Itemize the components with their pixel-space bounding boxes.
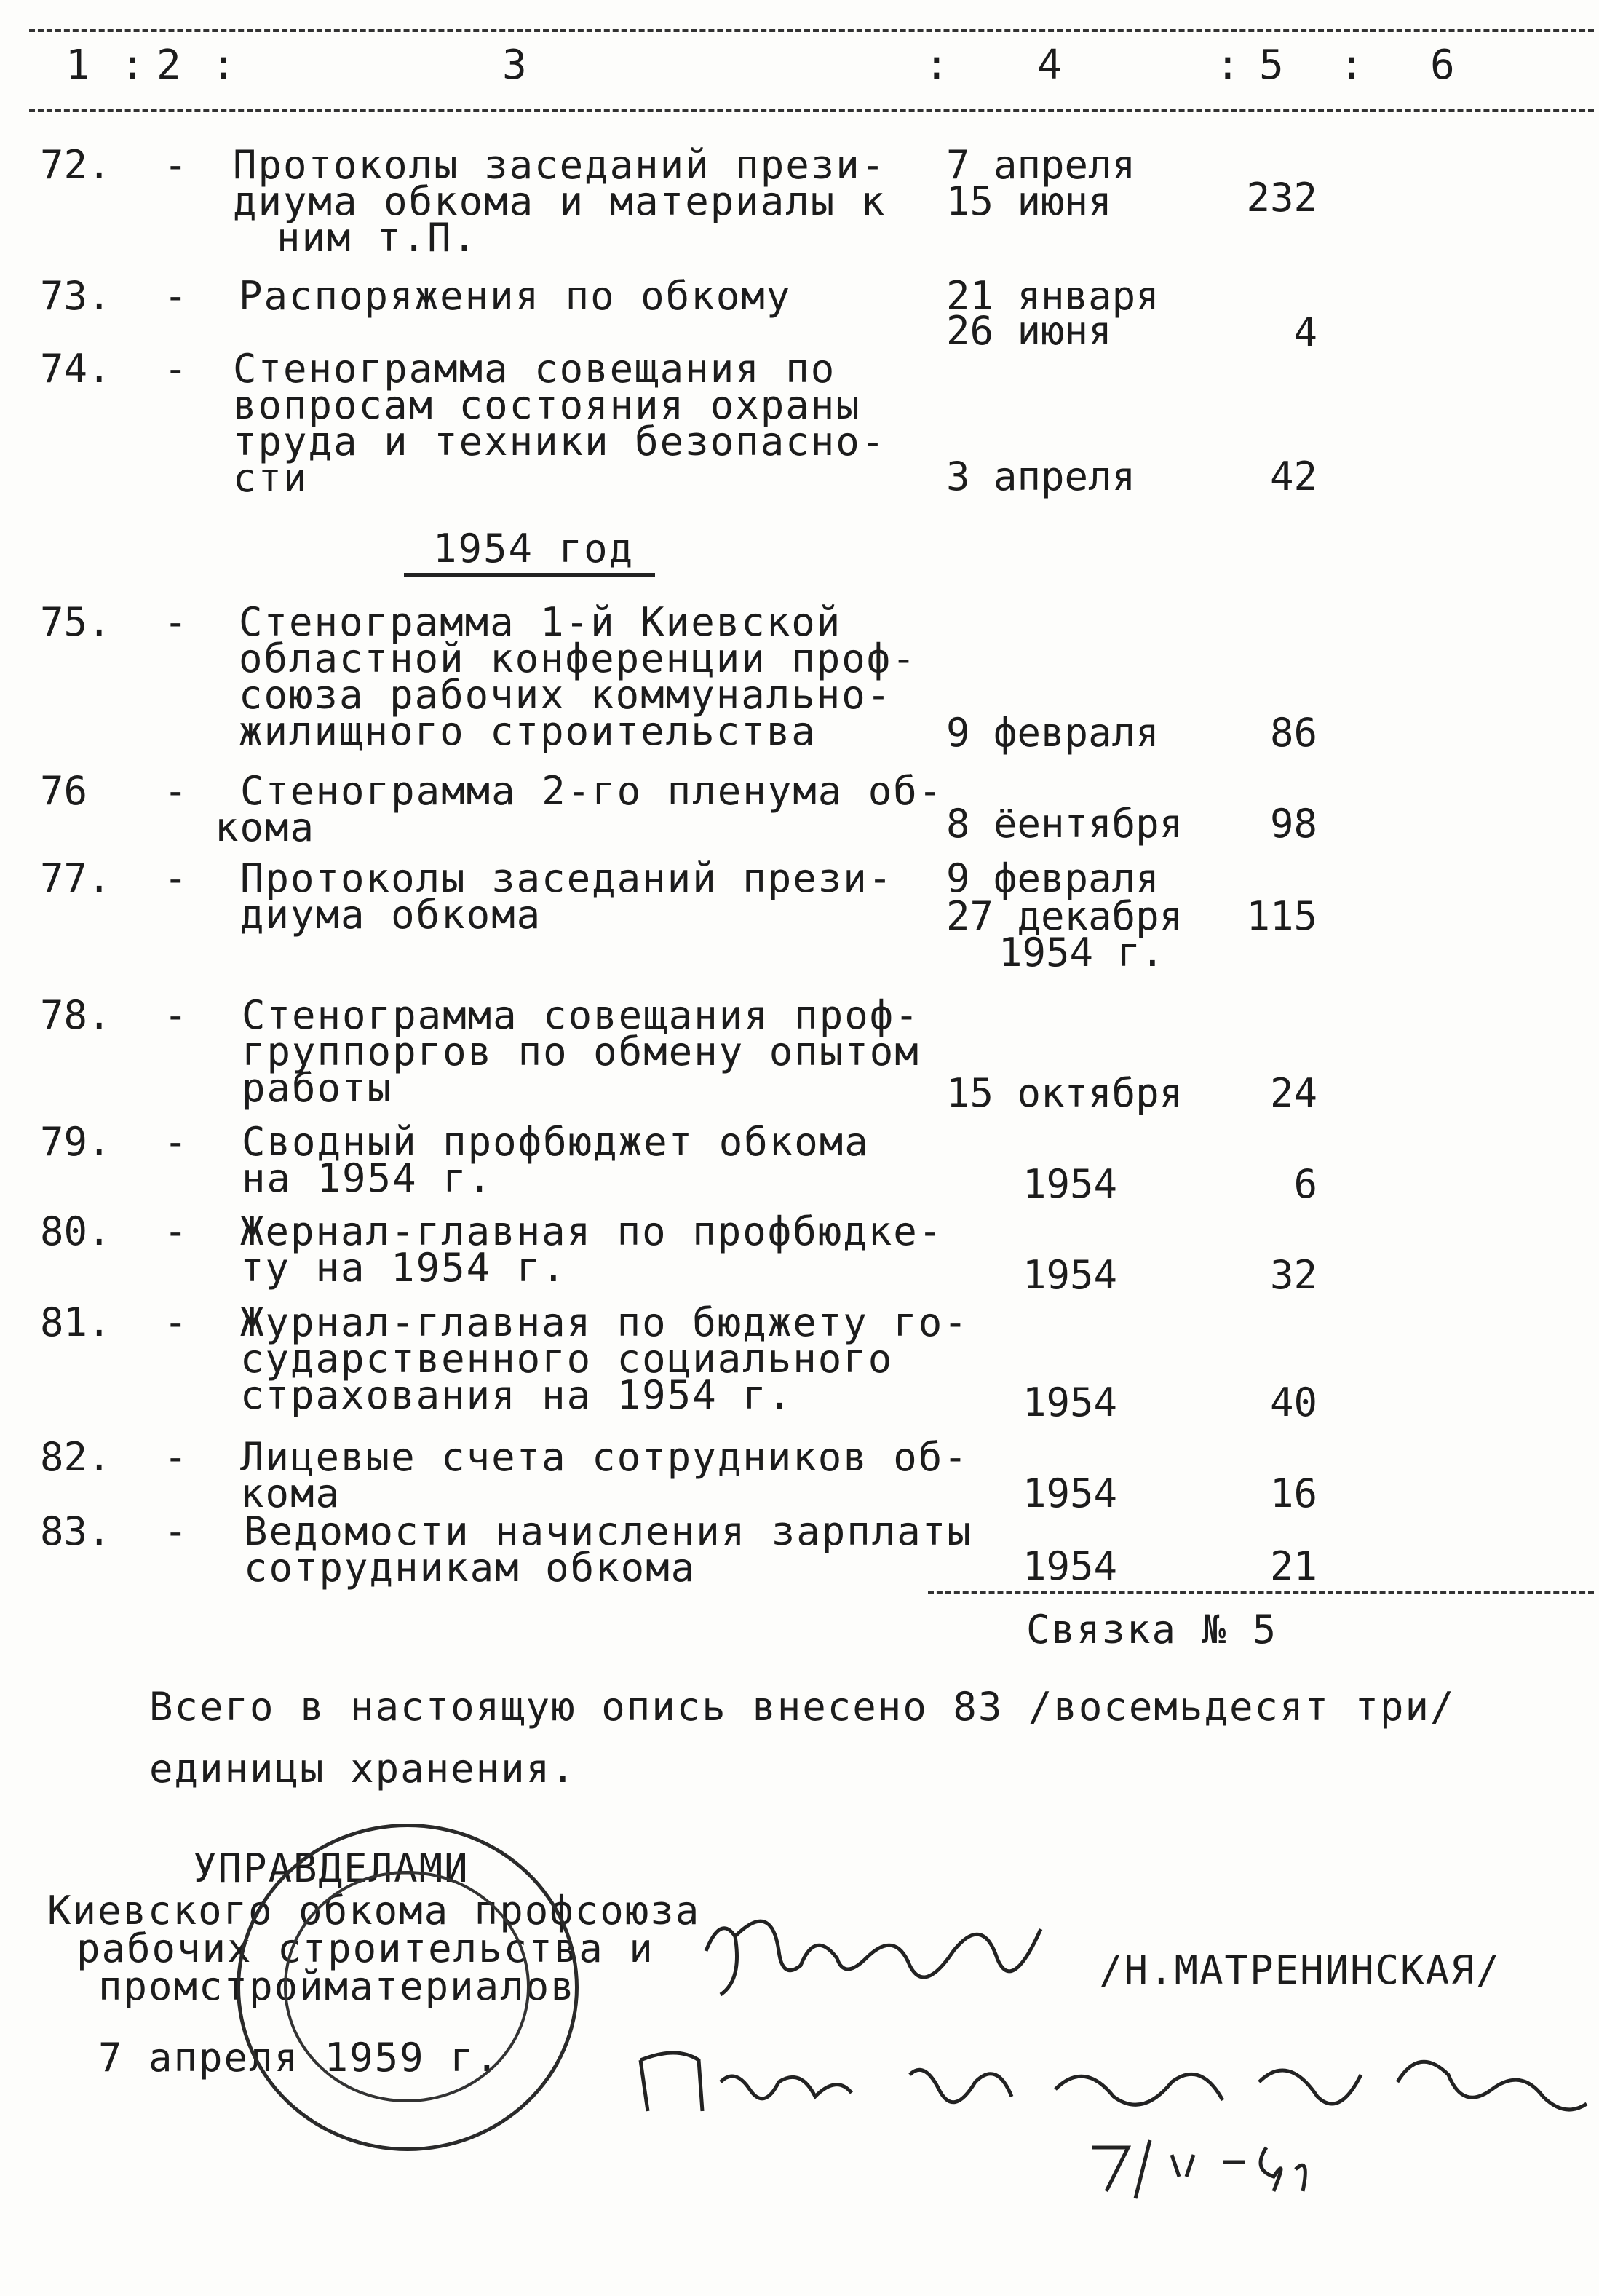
header-bottom-rule — [29, 109, 1594, 112]
entry-dash: - — [164, 1299, 188, 1345]
table-end-rule — [928, 1591, 1594, 1594]
entry-number: 77. — [40, 855, 111, 901]
entry-dash: - — [164, 346, 188, 392]
entry-quantity: 32 — [1269, 1252, 1317, 1298]
signature-line-2: Киевского обкома профсоюза — [47, 1888, 701, 1933]
entry-dash: - — [164, 142, 188, 188]
entry-quantity: 4 — [1293, 309, 1317, 355]
entry-dash: - — [164, 273, 188, 319]
entry-title-line: Сводный профбюджет обкома — [242, 1119, 870, 1165]
signature-line-1: УПРАВДЕЛАМИ — [193, 1845, 469, 1891]
entry-title-line: Стенограмма 2-го пленума об- — [240, 768, 944, 814]
entry-quantity: 86 — [1269, 710, 1317, 756]
entry-dash: - — [164, 768, 188, 814]
entry-quantity: 115 — [1246, 893, 1317, 939]
entry-number: 79. — [40, 1119, 111, 1165]
header-top-rule — [29, 29, 1594, 32]
entry-date: 1954 — [1023, 1161, 1118, 1207]
entry-date: 15 июня — [946, 178, 1112, 224]
entry-title-line: Распоряжения по обкому — [239, 273, 792, 319]
entry-quantity: 40 — [1269, 1379, 1317, 1425]
entry-date: 1954 г. — [999, 930, 1164, 975]
entry-date: 9 февраля — [946, 710, 1159, 756]
entry-dash: - — [164, 1119, 188, 1165]
entry-number: 78. — [40, 992, 111, 1038]
entry-title-line: группоргов по обмену опытом — [242, 1029, 920, 1074]
entry-quantity: 21 — [1269, 1543, 1317, 1589]
entry-number: 74. — [40, 346, 111, 392]
entry-quantity: 42 — [1269, 454, 1317, 499]
entry-date: 8 ёентября — [946, 801, 1183, 847]
entry-number: 75. — [40, 599, 111, 645]
entry-date: 1954 — [1023, 1379, 1118, 1425]
entry-title-line: жилищного строительства — [239, 708, 817, 754]
entry-quantity: 24 — [1269, 1070, 1317, 1116]
entry-title-line: на 1954 г. — [242, 1155, 493, 1201]
entry-date: 9 февраля — [946, 855, 1159, 901]
entry-date: 3 апреля — [946, 454, 1136, 499]
col-sep: : — [211, 41, 236, 89]
entry-number: 81. — [40, 1299, 111, 1345]
col-header-1: 1 — [66, 41, 90, 89]
col-header-4: 4 — [1037, 41, 1062, 89]
entry-number: 83. — [40, 1508, 111, 1554]
entry-title-line: Ведомости начисления зарплаты — [244, 1508, 972, 1554]
entry-title-line: кома — [215, 804, 316, 850]
entry-date: 15 октября — [946, 1070, 1183, 1116]
total-line-2: единицы хранения. — [149, 1746, 576, 1792]
seal-inner-ring — [284, 1871, 530, 2102]
entry-title-line: труда и техники безопасно- — [233, 419, 886, 464]
total-line-1: Всего в настоящую опись внесено 83 /восемьдесят три/ — [149, 1684, 1456, 1730]
handwritten-signature — [691, 1885, 1070, 2031]
year-heading: 1954 год — [433, 526, 635, 571]
bundle-label: Связка № 5 — [1026, 1607, 1278, 1652]
signer-name: /Н.МАТРЕНИНСКАЯ/ — [1099, 1947, 1501, 1993]
entry-title-line: Стенограмма совещания по — [233, 346, 836, 392]
entry-title-line: Стенограмма совещания проф- — [242, 992, 920, 1038]
entry-title-line: областной конференции проф- — [239, 636, 917, 681]
entry-date: 1954 — [1023, 1543, 1118, 1589]
entry-dash: - — [164, 1434, 188, 1480]
entry-title-line: Жернал-главная по профбюдке- — [240, 1208, 944, 1254]
col-sep: : — [1215, 41, 1240, 89]
entry-quantity: 98 — [1269, 801, 1317, 847]
entry-dash: - — [164, 599, 188, 645]
col-header-3: 3 — [502, 41, 527, 89]
entry-dash: - — [164, 855, 188, 901]
entry-title-line: сударственного социального — [240, 1336, 894, 1382]
entry-number: 80. — [40, 1208, 111, 1254]
entry-title-line: сти — [233, 455, 309, 501]
entry-title-line: Лицевые счета сотрудников об- — [240, 1434, 969, 1480]
entry-title-line: ним т.П. — [277, 215, 478, 261]
entry-title-line: Протоколы заседаний прези- — [233, 142, 886, 188]
entry-title-line: сотрудникам обкома — [244, 1545, 697, 1591]
entry-title-line: кома — [240, 1470, 341, 1516]
col-sep: : — [1339, 41, 1364, 89]
entry-date: 7 апреля — [946, 142, 1136, 188]
col-header-6: 6 — [1430, 41, 1455, 89]
signature-line-3: рабочих строительства и — [76, 1925, 654, 1971]
entry-dash: - — [164, 992, 188, 1038]
entry-number: 76 — [40, 768, 88, 814]
entry-date: 1954 — [1023, 1470, 1118, 1516]
entry-quantity: 6 — [1293, 1161, 1317, 1207]
entry-title-line: ту на 1954 г. — [240, 1245, 567, 1291]
handwritten-acceptance-note — [633, 2031, 1594, 2133]
handwritten-date — [1077, 2126, 1325, 2206]
signature-date: 7 апреля 1959 г. — [98, 2035, 501, 2081]
entry-date: 26 июня — [946, 308, 1112, 354]
col-sep: : — [120, 41, 145, 89]
entry-title-line: Журнал-главная по бюджету го- — [240, 1299, 969, 1345]
entry-title-line: диума обкома и материалы к — [233, 178, 886, 224]
entry-title-line: союза рабочих коммунально- — [239, 672, 892, 718]
col-sep: : — [924, 41, 949, 89]
entry-title-line: Протоколы заседаний прези- — [240, 855, 894, 901]
entry-dash: - — [164, 1208, 188, 1254]
entry-quantity: 232 — [1246, 175, 1317, 221]
signature-line-4: промстройматериалов — [98, 1963, 576, 2009]
col-header-5: 5 — [1259, 41, 1284, 89]
year-heading-underline — [404, 573, 655, 577]
entry-title-line: вопросам состояния охраны — [233, 382, 861, 428]
col-header-2: 2 — [156, 41, 181, 89]
entry-date: 1954 — [1023, 1252, 1118, 1298]
entry-title-line: диума обкома — [240, 892, 542, 938]
entry-title-line: страхования на 1954 г. — [240, 1372, 793, 1418]
entry-title-line: работы — [242, 1065, 393, 1111]
entry-quantity: 16 — [1269, 1470, 1317, 1516]
entry-number: 72. — [40, 142, 111, 188]
entry-date: 21 января — [946, 273, 1159, 319]
entry-dash: - — [164, 1508, 188, 1554]
entry-date: 27 декабря — [946, 893, 1183, 939]
entry-number: 73. — [40, 273, 111, 319]
seal-stamp — [237, 1824, 579, 2151]
entry-title-line: Стенограмма 1-й Киевской — [239, 599, 842, 645]
entry-number: 82. — [40, 1434, 111, 1480]
